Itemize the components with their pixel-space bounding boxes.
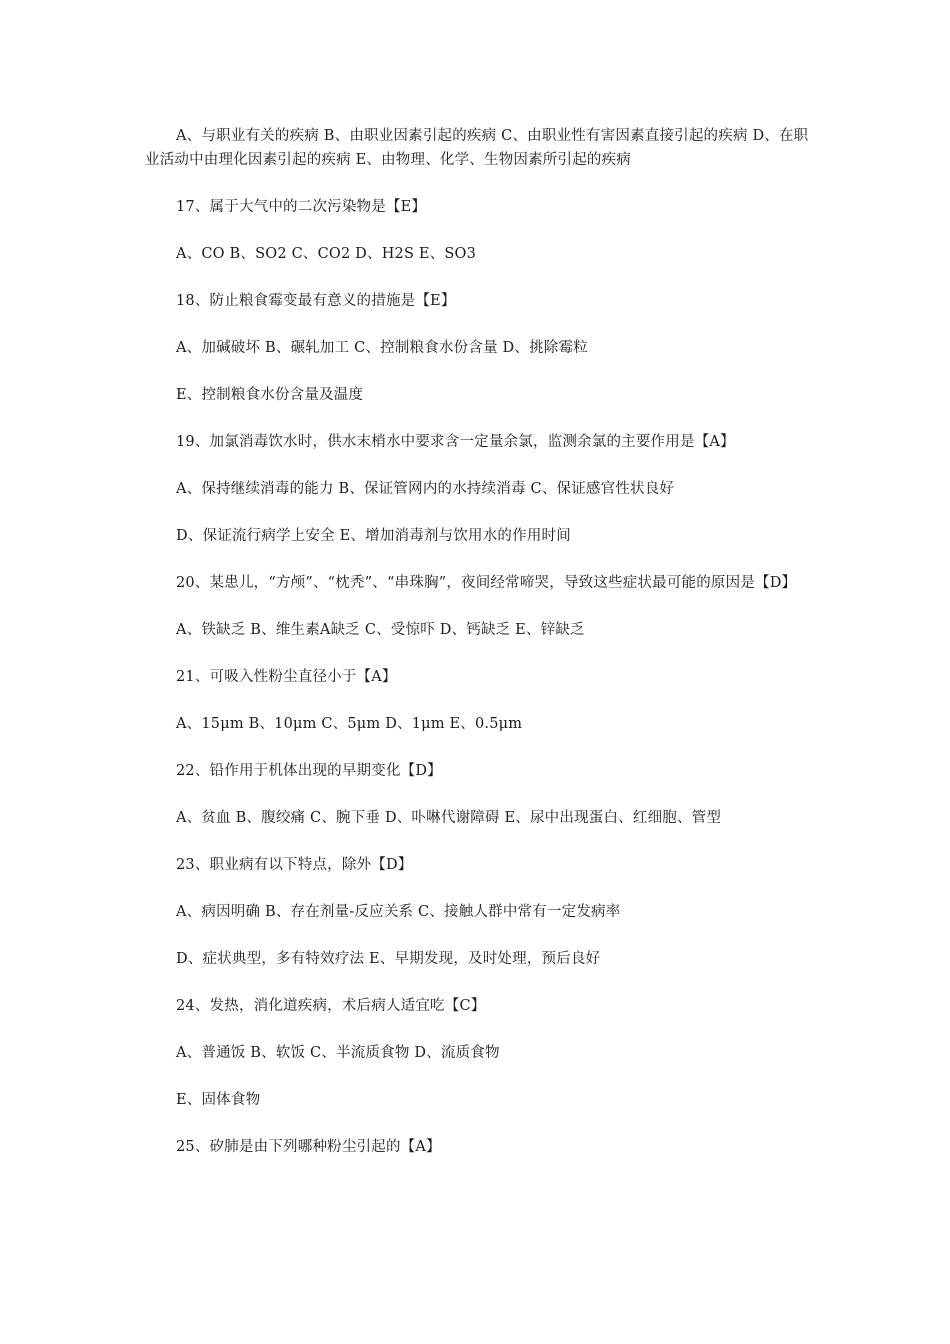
document-body (145, 124, 815, 1182)
answer-options-q20: A、铁缺乏 B、维生素A缺乏 C、受惊吓 D、钙缺乏 E、锌缺乏 (176, 622, 585, 638)
question-23: 23、职业病有以下特点，除外【D】 (176, 857, 413, 873)
answer-options-q18-line2: E、控制粮食水份含量及温度 (176, 387, 364, 403)
answer-options-q23-line1: A、病因明确 B、存在剂量-反应关系 C、接触人群中常有一定发病率 (176, 904, 621, 920)
question-24: 24、发热，消化道疾病，术后病人适宜吃【C】 (176, 998, 486, 1014)
answer-options-q17: A、CO B、SO2 C、CO2 D、H2S E、SO3 (176, 246, 477, 262)
answer-options-q24-line1: A、普通饭 B、软饭 C、半流质食物 D、流质食物 (176, 1045, 500, 1061)
question-20: 20、某患儿，“方颅”、“枕秃”、“串珠胸”，夜间经常啼哭，导致这些症状最可能的原因是【D】 (176, 575, 797, 591)
answer-options-q24-line2: E、固体食物 (176, 1092, 261, 1108)
question-17: 17、属于大气中的二次污染物是【E】 (176, 199, 427, 215)
question-19: 19、加氯消毒饮水时，供水末梢水中要求含一定量余氯，监测余氯的主要作用是【A】 (176, 434, 735, 450)
question-18: 18、防止粮食霉变最有意义的措施是【E】 (176, 293, 456, 309)
answer-options-q19-line2: D、保证流行病学上安全 E、增加消毒剂与饮用水的作用时间 (176, 528, 571, 544)
answer-options-q22: A、贫血 B、腹绞痛 C、腕下垂 D、卟啉代谢障碍 E、尿中出现蛋白、红细胞、管型 (176, 810, 722, 826)
question-21: 21、可吸入性粉尘直径小于【A】 (176, 669, 397, 685)
answer-options-q21: A、15μm B、10μm C、5μm D、1μm E、0.5μm (176, 716, 523, 732)
question-25: 25、矽肺是由下列哪种粉尘引起的【A】 (176, 1139, 441, 1155)
answer-options-q23-line2: D、症状典型，多有特效疗法 E、早期发现，及时处理，预后良好 (176, 951, 601, 967)
answer-options-q18-line1: A、加碱破坏 B、碾轧加工 C、控制粮食水份含量 D、挑除霉粒 (176, 340, 588, 356)
answer-options-q19-line1: A、保持继续消毒的能力 B、保证管网内的水持续消毒 C、保证感官性状良好 (176, 481, 675, 497)
answer-options-q16: A、与职业有关的疾病 B、由职业因素引起的疾病 C、由职业性有害因素直接引起的疾病 D、在职业活动中由理化因素引起的疾病 E、由物理、化学、生物因素所引起的疾病 (145, 128, 809, 168)
question-22: 22、铅作用于机体出现的早期变化【D】 (176, 763, 442, 779)
